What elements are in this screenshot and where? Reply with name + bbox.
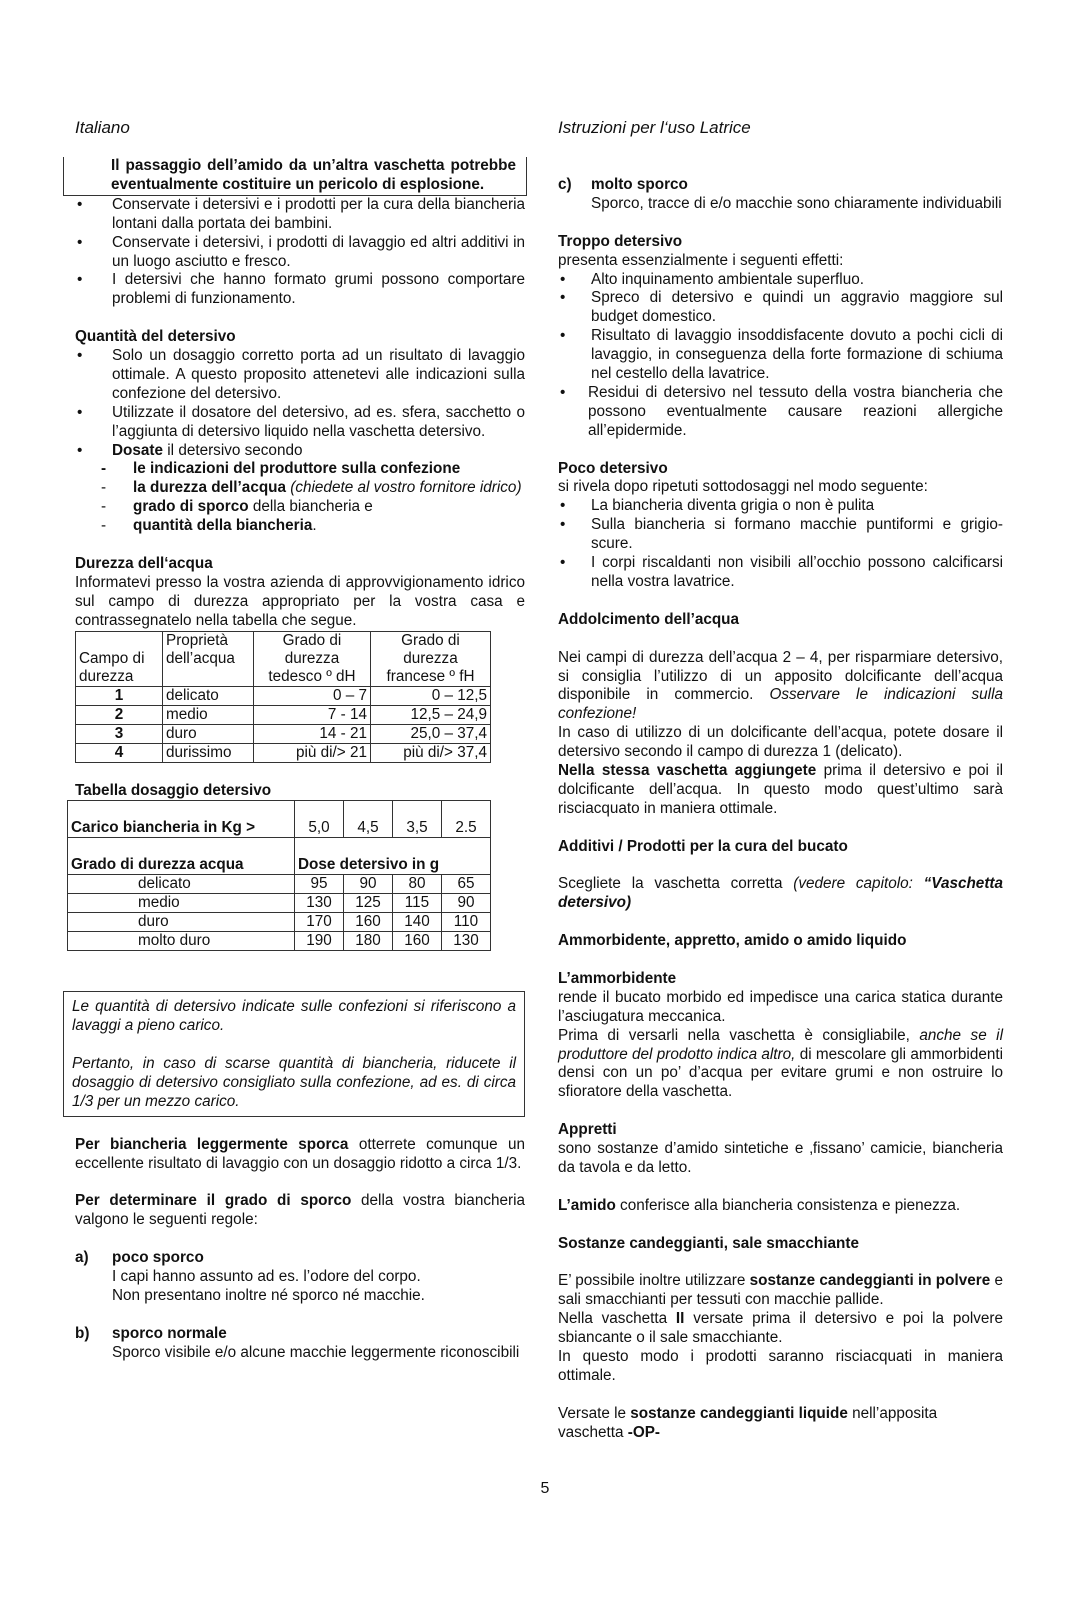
section-title-too-much: Troppo detersivo — [558, 232, 683, 250]
table-header: Campo di durezza — [76, 631, 163, 686]
list-item: • Utilizzate il dosatore del detersivo, ad es. sfera, sacchetto o l’aggiunta di detersivo liquido nella vaschetta detersivo. — [77, 403, 525, 440]
softening-text: Nei campi di durezza dell’acqua 2 – 4, per risparmiare detersivo, si consiglia l’utilizzo di un apposito dolcificante dell’acqua disponibile in commercio. Osservare le indicazioni sulla confezione! — [558, 648, 1003, 723]
section-title-bleach: Sostanze candeggianti, sale smacchiante — [558, 1234, 859, 1252]
list-item: • Spreco di detersivo e quindi un aggravio maggiore sul budget domestico. — [560, 289, 1003, 326]
dash-item: - la durezza dell’acqua (chiedete al vostro fornitore idrico) — [101, 479, 522, 497]
table-header: Grado di durezza francese º fH — [371, 631, 491, 686]
hardness-text: Informatevi presso la vostra azienda di approvvigionamento idrico sul campo di durezza appropriato per la vostra casa e contrassegnatelo nella tabella che segue. — [75, 573, 525, 629]
storage-bullets — [75, 196, 525, 309]
soil-level-a: a) poco sporco I capi hanno assunto ad es. l’odore del corpo. Non presentano inoltre né sporco né macchie. — [75, 1249, 425, 1304]
soil-level-b: b) sporco normale Sporco visibile e/o alcune macchie leggermente riconoscibili — [75, 1324, 520, 1361]
softening-text: In caso di utilizzo di un dolcificante dell’acqua, potete dosare il detersivo secondo il campo di durezza 1 (delicato). — [558, 724, 1003, 761]
amido-text: L’amido conferisce alla biancheria consistenza e pienezza. — [558, 1196, 961, 1214]
subtitle-starch: Appretti — [558, 1121, 617, 1139]
determine-text: Per determinare il grado di sporco della vostra biancheria valgono le seguenti regole: — [75, 1192, 525, 1229]
additives-text: Scegliete la vaschetta corretta (vedere capitolo: “Vaschetta detersivo) — [558, 875, 1004, 912]
section-title-softener: Ammorbidente, appretto, amido o amido liquido — [558, 932, 907, 950]
table-header: Proprietà dell’acqua — [163, 631, 254, 686]
too-little-intro: si rivela dopo ripetuti sottodosaggi nel modo seguente: — [558, 478, 928, 496]
table-row: 3 duro 14 - 21 25,0 – 37,4 — [76, 724, 491, 743]
list-item: • Sulla biancheria si formano macchie puntiformi e grigio-scure. — [560, 516, 1003, 553]
warning-text: Il passaggio dell’amido da un’altra vaschetta potrebbe eventualmente costituire un pericolo di esplosione. — [111, 157, 516, 193]
table-row: 2 medio 7 - 14 12,5 – 24,9 — [76, 705, 491, 724]
table-row: 1 delicato 0 – 7 0 – 12,5 — [76, 686, 491, 705]
dash-item: - grado di sporco della biancheria e — [101, 498, 373, 516]
bleach-text: E’ possibile inoltre utilizzare sostanze candeggianti in polvere e sali smacchianti per tessuti con macchie pallide. — [558, 1272, 1004, 1309]
list-item: • I corpi riscaldanti non visibili all’occhio possono calcificarsi nella vostra lavatrice. — [560, 554, 1003, 590]
section-title-dosage: Tabella dosaggio detersivo — [75, 781, 272, 799]
header-language: Italiano — [75, 118, 130, 137]
dosage-table: Carico biancheria in Kg > 5,0 4,5 3,5 2.5 Grado di durezza acqua Dose detersivo in g delicato 95 90 80 65 medio 130 125 115 90 duro 170 160 140 110 molto duro 190 180 160 130 — [67, 800, 491, 951]
list-item: • Conservate i detersivi e i prodotti per la cura della biancheria lontani dalla portata dei bambini. — [77, 195, 525, 232]
section-title-additives: Additivi / Prodotti per la cura del bucato — [558, 837, 848, 855]
softener-text: rende il bucato morbido ed impedisce una carica statica durante l’asciugatura meccanica. — [558, 988, 1003, 1025]
softening-text: Nella stessa vaschetta aggiungete prima il detersivo e poi il dolcificante dell’acqua. In questo modo quest’ultimo sarà risciacquato in maniera ottimale. — [558, 762, 1003, 817]
grade-label: Grado di durezza acqua — [68, 838, 295, 875]
subtitle-softener: L’ammorbidente — [558, 969, 677, 987]
dash-item: - le indicazioni del produttore sulla confezione — [101, 460, 461, 478]
softener-text: Prima di versarli nella vaschetta è consigliabile, anche se il produttore del prodotto indica altro, di mescolare gli ammorbidenti densi con un po’ d’acqua per evitare grumi e non ostruire lo sfioratore della vaschetta. — [558, 1026, 1003, 1101]
note-text: Pertanto, in caso di scarse quantità di biancheria, riducete il dosaggio di detersivo consigliato sulla confezione, ad es. di circa 1/3 per un mezzo carico. — [72, 1055, 516, 1110]
light-soil-text: Per biancheria leggermente sporca otterrete comunque un eccellente risultato di lavaggio con un dosaggio ridotto a circa 1/3. — [75, 1135, 525, 1172]
dose-label: Dose detersivo in g — [295, 838, 491, 875]
load-label: Carico biancheria in Kg > — [68, 801, 295, 838]
note-box — [63, 991, 525, 1116]
list-item: • Solo un dosaggio corretto porta ad un risultato di lavaggio ottimale. A questo proposito attenetevi alle indicazioni sulla confezione del detersivo. — [77, 347, 525, 402]
list-item: • Conservate i detersivi, i prodotti di lavaggio ed altri additivi in un luogo asciutto e fresco. — [77, 233, 525, 270]
hardness-table — [75, 631, 491, 763]
too-much-intro: presenta essenzialmente i seguenti effetti: — [558, 251, 844, 269]
list-item: • Residui di detersivo nel tessuto della vostra biancheria che possono eventualmente causare reazioni allergiche all’epidermide. — [560, 383, 1003, 439]
starch-text: sono sostanze d’amido sintetiche e ‚fissano’ camicie, biancheria da tavola e da letto. — [558, 1140, 1003, 1176]
list-item: • La biancheria diventa grigia o non è pulita — [560, 497, 875, 515]
list-item: • Alto inquinamento ambientale superfluo. — [560, 270, 864, 288]
liquid-bleach-text: Versate le sostanze candeggianti liquide nell’apposita vaschetta -OP- — [558, 1404, 938, 1441]
section-title-quantity: Quantità del detersivo — [75, 328, 236, 346]
soil-level-c: c) molto sporco Sporco, tracce di e/o macchie sono chiaramente individuabili — [558, 176, 1002, 212]
bleach-text: Nella vaschetta II versate prima il detersivo e poi la polvere sbiancante o il sale smacchiante. — [558, 1310, 1003, 1347]
table-row: delicato 95 90 80 65 — [68, 875, 491, 894]
note-text: Le quantità di detersivo indicate sulle confezioni si riferiscono a lavaggi a pieno carico. — [72, 998, 516, 1035]
section-title-too-little: Poco detersivo — [558, 459, 668, 477]
warning-box — [63, 157, 527, 196]
bleach-text: In questo modo i prodotti saranno risciacquati in maniera ottimale. — [558, 1348, 1003, 1384]
left-column — [71, 157, 525, 1363]
page-number: 5 — [540, 1480, 550, 1497]
table-row: 4 durissimo più di/> 21 più di/> 37,4 — [76, 743, 491, 762]
table-header: Grado di durezza tedesco º dH — [254, 631, 371, 686]
right-column — [558, 176, 1003, 1443]
table-row: medio 130 125 115 90 — [68, 894, 491, 913]
section-title-softening: Addolcimento dell’acqua — [558, 610, 740, 628]
list-item: • I detersivi che hanno formato grumi possono comportare problemi di funzionamento. — [77, 271, 525, 308]
table-row: molto duro 190 180 160 130 — [68, 932, 491, 951]
section-title-hardness: Durezza dell‘acqua — [75, 555, 213, 572]
header-title: Istruzioni per l‘uso Latrice — [558, 118, 751, 137]
list-item: • Dosate il detersivo secondo — [77, 441, 303, 459]
dash-item: - quantità della biancheria. — [101, 517, 317, 535]
list-item: • Risultato di lavaggio insoddisfacente dovuto a pochi cicli di lavaggio, in conseguenza della forte formazione di schiuma nel cestello della lavatrice. — [560, 327, 1003, 383]
table-row: duro 170 160 140 110 — [68, 913, 491, 932]
